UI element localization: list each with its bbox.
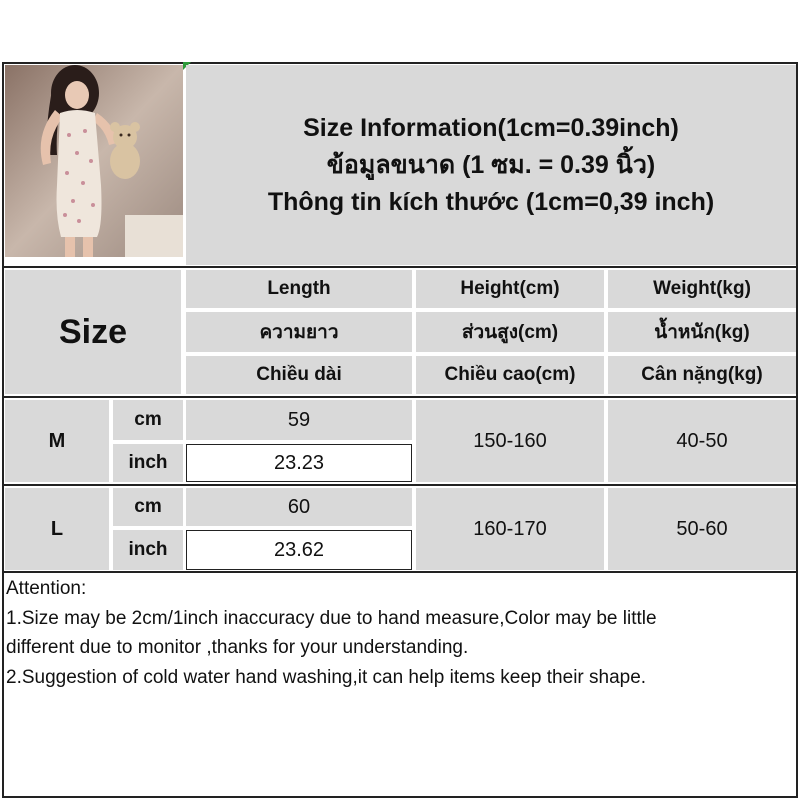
size-l-unit-cm: cm [113,488,183,526]
size-m-unit-inch: inch [113,444,183,482]
height-header-vi: Chiều cao(cm) [416,356,604,394]
title-line-thai: ข้อมูลขนาด (1 ซม. = 0.39 นิ้ว) [326,151,656,179]
size-m-weight: 40-50 [608,400,796,482]
size-l-length-inch: 23.62 [186,530,412,570]
weight-header-vi: Cân nặng(kg) [608,356,796,394]
size-m-cell: M [5,400,109,482]
product-photo-illustration [5,65,183,257]
title-text-block [186,110,796,221]
size-label: Size [58,312,128,351]
size-m-unit-cm: cm [113,400,183,440]
size-label-cell [5,270,181,394]
size-l-cell: L [5,488,109,570]
divider-under-header [2,266,798,268]
attention-line-2: different due to monitor ,thanks for your understanding. [6,637,469,658]
size-m-length-inch: 23.23 [186,444,412,482]
height-header-en: Height(cm) [416,270,604,308]
size-l-weight: 50-60 [608,488,796,570]
divider-under-column-headers [2,396,798,398]
attention-line-1: 1.Size may be 2cm/1inch inaccuracy due to hand measure,Color may be little [6,607,657,629]
divider-above-notes [2,571,798,573]
product-photo [5,65,183,257]
length-header-en: Length [186,270,412,308]
attention-line-3: 2.Suggestion of cold water hand washing,it can help items keep their shape. [6,666,647,688]
height-header-th: ส่วนสูง(cm) [416,312,604,352]
weight-header-th: น้ำหนัก(kg) [608,312,796,352]
size-l-unit-inch: inch [113,530,183,570]
attention-heading: Attention: [6,578,87,599]
length-header-th: ความยาว [186,312,412,352]
attention-notes [6,574,796,692]
weight-header-en: Weight(kg) [608,270,796,308]
title-panel [186,65,796,265]
divider-between-sizes [2,484,798,486]
size-m-length-cm: 59 [186,400,412,440]
length-header-vi: Chiều dài [186,356,412,394]
size-l-length-cm: 60 [186,488,412,526]
title-line-vietnamese: Thông tin kích thước (1cm=0,39 inch) [267,188,715,216]
title-line-english: Size Information(1cm=0.39inch) [303,114,679,142]
size-l-height: 160-170 [416,488,604,570]
size-m-height: 150-160 [416,400,604,482]
